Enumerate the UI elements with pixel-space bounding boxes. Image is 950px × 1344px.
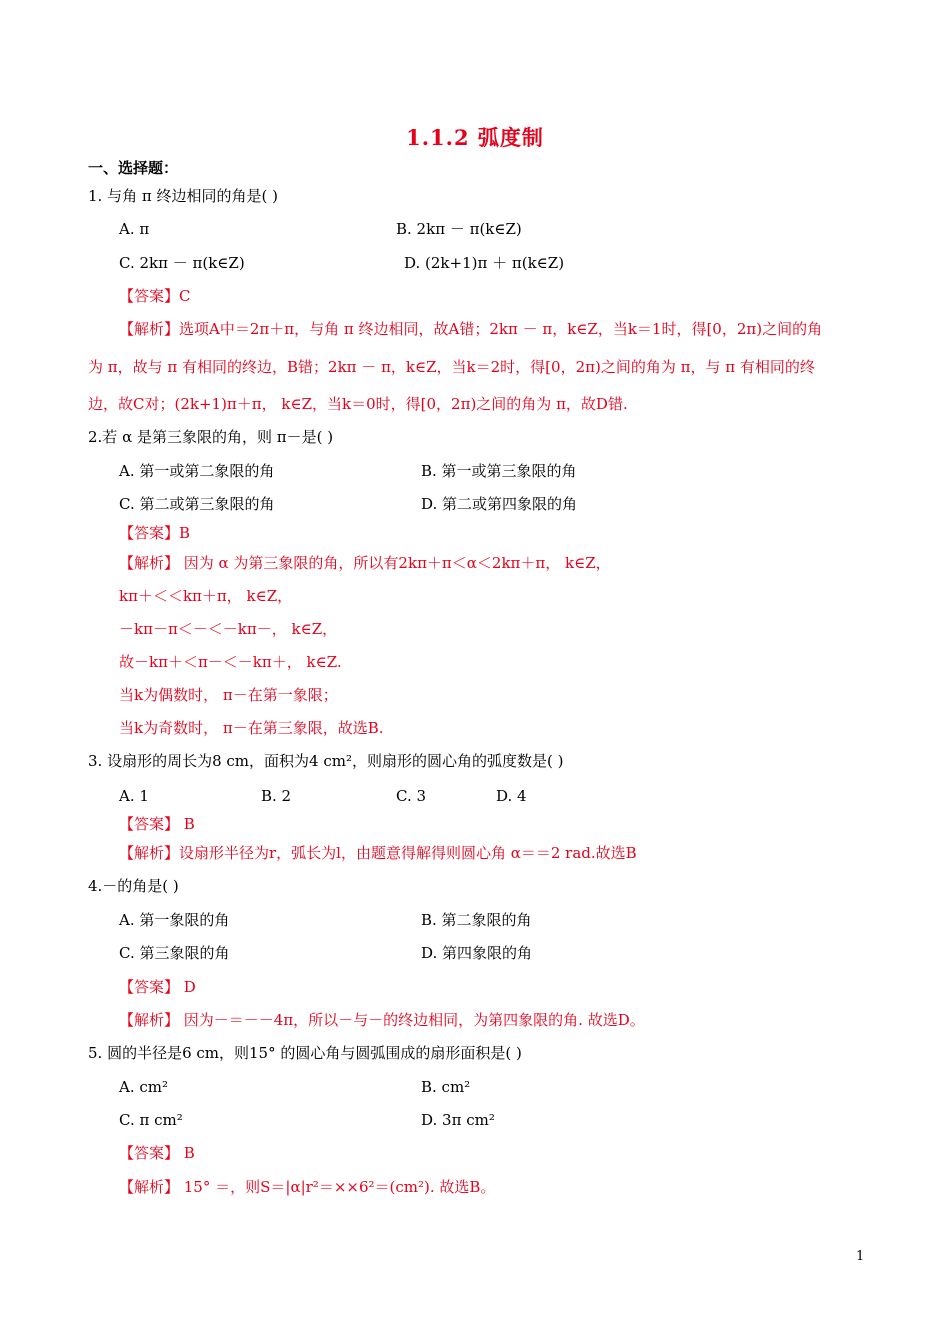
q4-explanation-line-1: 【解析】 因为－＝－－4π，所以－与－的终边相同，为第四象限的角. 故选D。 [119,1011,645,1029]
question-5: 5. 圆的半径是6 cm，则15° 的圆心角与圆弧围成的扇形面积是( ) [88,1044,522,1062]
q5-answer: 【答案】 B [119,1144,195,1162]
page-title: 1.1.2 弧度制 [406,125,544,150]
question-2: 2.若 α 是第三象限的角，则 π－是( ) [88,428,334,446]
q3-explanation-line-1: 【解析】设扇形半径为r，弧长为l，由题意得解得则圆心角 α＝＝2 rad.故选B [119,844,637,862]
q1-explanation-line-2: 为 π，故与 π 有相同的终边，B错；2kπ － π，k∈Z，当k＝2时，得[0，2π)之间的角为 π，与 π 有相同的终 [88,358,815,376]
q4-option-c: C. 第三象限的角 [119,944,230,962]
q5-option-c: C. π cm² [119,1111,183,1129]
q1-option-b: B. 2kπ － π(k∈Z) [396,220,522,238]
q2-option-c: C. 第二或第三象限的角 [119,495,275,513]
q5-option-a: A. cm² [119,1078,169,1096]
q2-explanation-line-5: 当k为偶数时， π－在第一象限； [119,686,338,704]
q5-explanation-line-1: 【解析】 15° ＝，则S＝|α|r²＝××6²＝(cm²). 故选B。 [119,1178,496,1196]
q5-option-b: B. cm² [421,1078,471,1096]
question-3: 3. 设扇形的周长为8 cm，面积为4 cm²，则扇形的圆心角的弧度数是( ) [88,752,564,770]
q4-option-b: B. 第二象限的角 [421,911,532,929]
section-heading: 一、选择题： [88,159,179,177]
q1-option-d: D. (2k+1)π ＋ π(k∈Z) [404,254,565,272]
q3-option-d: D. 4 [496,787,527,805]
q2-explanation-line-1: 【解析】 因为 α 为第三象限的角，所以有2kπ＋π＜α＜2kπ＋π， k∈Z， [119,554,611,572]
q4-option-d: D. 第四象限的角 [421,944,533,962]
q2-answer: 【答案】B [119,524,191,542]
q3-answer: 【答案】 B [119,815,195,833]
q1-option-a: A. π [119,220,150,238]
q5-option-d: D. 3π cm² [421,1111,495,1129]
q1-answer: 【答案】C [119,287,191,305]
q2-option-b: B. 第一或第三象限的角 [421,462,577,480]
q2-explanation-line-3: －kπ－π＜－＜－kπ－， k∈Z， [119,620,338,638]
q2-explanation-line-6: 当k为奇数时， π－在第三象限，故选B. [119,719,384,737]
q2-explanation-line-4: 故－kπ＋＜π－＜－kπ＋， k∈Z. [119,653,342,671]
q2-explanation-line-2: kπ＋＜＜kπ＋π， k∈Z， [119,587,293,605]
question-4: 4.－的角是( ) [88,877,179,895]
q4-option-a: A. 第一象限的角 [119,911,230,929]
q2-option-a: A. 第一或第二象限的角 [119,462,275,480]
q4-answer: 【答案】 D [119,978,196,996]
q1-explanation-line-1: 【解析】选项A中＝2π＋π，与角 π 终边相同，故A错；2kπ － π，k∈Z，当k＝1时，得[0，2π)之间的角 [119,320,823,338]
q2-option-d: D. 第二或第四象限的角 [421,495,578,513]
q3-option-a: A. 1 [119,787,149,805]
question-1: 1. 与角 π 终边相同的角是( ) [88,187,278,205]
q1-option-c: C. 2kπ － π(k∈Z) [119,254,245,272]
q3-option-c: C. 3 [396,787,427,805]
q1-explanation-line-3: 边，故C对；(2k+1)π＋π， k∈Z，当k＝0时，得[0，2π)之间的角为 π，故D错. [88,395,628,413]
page-number: 1 [856,1249,865,1264]
q3-option-b: B. 2 [261,787,292,805]
